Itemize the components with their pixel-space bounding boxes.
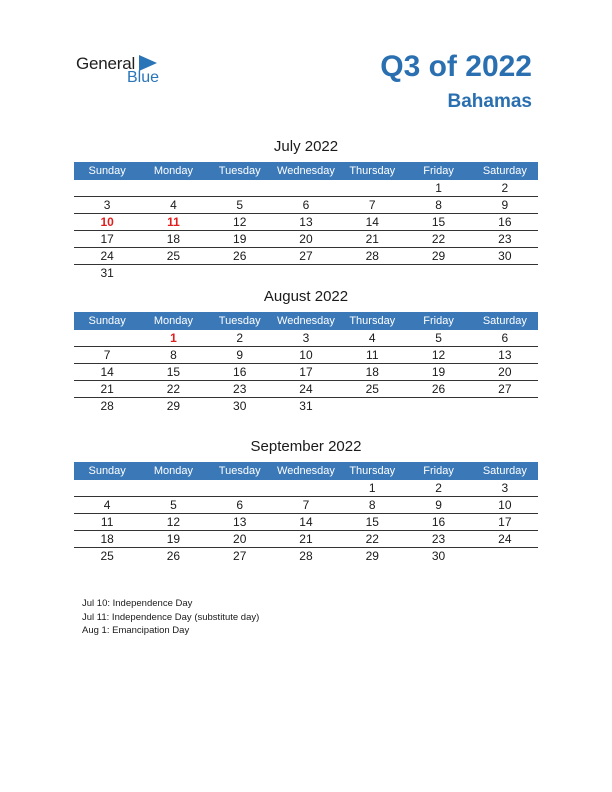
day-cell: 15 — [140, 364, 206, 381]
weekday-header: Saturday — [472, 462, 538, 480]
day-cell: 24 — [74, 248, 140, 265]
day-cell: 27 — [233, 549, 247, 563]
week-row — [74, 381, 538, 398]
day-cell: 9 — [405, 497, 471, 514]
weekday-header: Monday — [140, 312, 206, 330]
day-cell: 14 — [273, 514, 339, 531]
weekday-header: Friday — [405, 312, 471, 330]
day-cell: 28 — [100, 399, 114, 413]
empty-day-cell — [273, 180, 339, 197]
weekday-header: Monday — [140, 462, 206, 480]
day-cell: 4 — [339, 330, 405, 347]
weekday-header: Sunday — [74, 312, 140, 330]
day-cell: 9 — [472, 197, 538, 214]
weekday-header: Tuesday — [207, 462, 273, 480]
week-row — [74, 214, 538, 231]
day-cell: 13 — [472, 347, 538, 364]
day-cell: 1 — [339, 480, 405, 497]
day-cell: 7 — [273, 497, 339, 514]
week-row — [74, 398, 538, 415]
day-cell: 14 — [74, 364, 140, 381]
holiday-note: Aug 1: Emancipation Day — [82, 625, 190, 636]
day-cell: 22 — [339, 531, 405, 548]
day-cell: 1 — [405, 180, 471, 197]
day-cell: 18 — [339, 364, 405, 381]
calendar-table — [74, 462, 538, 564]
day-cell: 21 — [273, 531, 339, 548]
empty-day-cell — [74, 180, 140, 197]
day-cell: 25 — [140, 248, 206, 265]
empty-day-cell — [339, 180, 405, 197]
day-cell: 9 — [207, 347, 273, 364]
day-cell: 8 — [339, 497, 405, 514]
day-cell: 14 — [339, 214, 405, 231]
country-title: Bahamas — [447, 91, 532, 112]
day-cell: 29 — [405, 248, 471, 265]
month-july — [74, 138, 538, 281]
month-august — [74, 288, 538, 414]
day-cell: 24 — [273, 381, 339, 398]
day-cell: 25 — [100, 549, 114, 563]
day-cell: 2 — [405, 480, 471, 497]
day-cell: 15 — [405, 214, 471, 231]
day-cell: 4 — [140, 197, 206, 214]
weekday-header: Sunday — [74, 462, 140, 480]
holiday-note: Jul 10: Independence Day — [82, 598, 193, 609]
weekday-header: Tuesday — [207, 162, 273, 180]
empty-day-cell — [207, 480, 273, 497]
day-cell: 18 — [74, 531, 140, 548]
day-cell: 16 — [405, 514, 471, 531]
day-cell: 3 — [273, 330, 339, 347]
month-title: July 2022 — [273, 138, 339, 155]
day-cell: 16 — [207, 364, 273, 381]
day-cell: 20 — [207, 531, 273, 548]
empty-day-cell — [207, 180, 273, 197]
day-cell: 5 — [207, 197, 273, 214]
day-cell: 7 — [74, 347, 140, 364]
week-row — [74, 265, 538, 282]
day-cell: 20 — [472, 364, 538, 381]
week-row — [74, 231, 538, 248]
empty-day-cell — [339, 398, 405, 415]
logo-text-general: General — [76, 54, 136, 73]
day-cell: 26 — [207, 248, 273, 265]
day-cell: 27 — [472, 381, 538, 398]
day-cell: 28 — [339, 248, 405, 265]
day-cell: 19 — [405, 364, 471, 381]
calendar-table — [74, 162, 538, 281]
day-cell: 23 — [405, 531, 471, 548]
day-cell: 29 — [166, 399, 181, 413]
week-row — [74, 330, 538, 347]
weekday-header: Wednesday — [273, 462, 339, 480]
weekday-header-row — [74, 312, 538, 330]
weekday-header: Tuesday — [207, 312, 273, 330]
day-cell: 13 — [273, 214, 339, 231]
empty-day-cell — [339, 265, 405, 282]
month-title: September 2022 — [250, 438, 362, 455]
day-cell: 30 — [233, 399, 247, 413]
day-cell: 25 — [339, 381, 405, 398]
day-cell: 22 — [405, 231, 471, 248]
empty-day-cell — [140, 180, 206, 197]
holiday-day-cell: 1 — [140, 330, 206, 347]
day-cell: 4 — [74, 497, 140, 514]
week-row — [74, 514, 538, 531]
logo — [76, 52, 176, 92]
day-cell: 31 — [100, 266, 114, 280]
empty-day-cell — [74, 330, 140, 347]
month-september — [74, 438, 538, 564]
empty-day-cell — [405, 265, 471, 282]
day-cell: 2 — [207, 330, 273, 347]
empty-day-cell — [140, 265, 206, 282]
day-cell: 19 — [140, 531, 206, 548]
holiday-day-cell: 11 — [140, 214, 206, 231]
day-cell: 20 — [273, 231, 339, 248]
day-cell: 31 — [299, 399, 313, 413]
day-cell: 10 — [273, 347, 339, 364]
empty-day-cell — [273, 480, 339, 497]
day-cell: 22 — [140, 381, 206, 398]
day-cell: 29 — [365, 549, 379, 563]
day-cell: 12 — [405, 347, 471, 364]
week-row — [74, 347, 538, 364]
day-cell: 18 — [140, 231, 206, 248]
day-cell: 23 — [472, 231, 538, 248]
weekday-header: Saturday — [472, 312, 538, 330]
week-row — [74, 248, 538, 265]
weekday-header: Wednesday — [273, 162, 339, 180]
day-cell: 11 — [339, 347, 405, 364]
empty-day-cell — [74, 480, 140, 497]
day-cell: 7 — [339, 197, 405, 214]
day-cell: 3 — [74, 197, 140, 214]
calendar-table — [74, 312, 538, 414]
day-cell: 16 — [472, 214, 538, 231]
day-cell: 23 — [207, 381, 273, 398]
weekday-header: Wednesday — [273, 312, 339, 330]
day-cell: 28 — [299, 549, 313, 563]
day-cell: 17 — [74, 231, 140, 248]
day-cell: 21 — [339, 231, 405, 248]
week-row — [74, 364, 538, 381]
empty-day-cell — [472, 548, 538, 565]
empty-day-cell — [140, 480, 206, 497]
week-row — [74, 531, 538, 548]
weekday-header: Saturday — [472, 162, 538, 180]
empty-day-cell — [472, 265, 538, 282]
day-cell: 27 — [273, 248, 339, 265]
week-row — [74, 497, 538, 514]
day-cell: 21 — [74, 381, 140, 398]
weekday-header: Friday — [405, 162, 471, 180]
holiday-note: Jul 11: Independence Day (substitute day) — [82, 611, 260, 623]
day-cell: 6 — [207, 497, 273, 514]
weekday-header-row — [74, 462, 538, 480]
day-cell: 10 — [472, 497, 538, 514]
week-row — [74, 180, 538, 197]
day-cell: 24 — [472, 531, 538, 548]
day-cell: 26 — [405, 381, 471, 398]
day-cell: 30 — [472, 248, 538, 265]
quarter-title: Q3 of 2022 — [380, 50, 532, 83]
day-cell: 26 — [166, 549, 181, 563]
day-cell: 5 — [405, 330, 471, 347]
day-cell: 8 — [140, 347, 206, 364]
week-row — [74, 197, 538, 214]
weekday-header-row — [74, 162, 538, 180]
empty-day-cell — [472, 398, 538, 415]
month-title: August 2022 — [263, 288, 349, 305]
day-cell: 5 — [140, 497, 206, 514]
empty-day-cell — [273, 265, 339, 282]
day-cell: 17 — [273, 364, 339, 381]
empty-day-cell — [405, 398, 471, 415]
holiday-day-cell: 10 — [74, 214, 140, 231]
day-cell: 19 — [207, 231, 273, 248]
week-row — [74, 548, 538, 565]
weekday-header: Sunday — [74, 162, 140, 180]
day-cell: 15 — [339, 514, 405, 531]
day-cell: 12 — [207, 214, 273, 231]
day-cell: 8 — [405, 197, 471, 214]
day-cell: 2 — [472, 180, 538, 197]
logo-text-blue: Blue — [127, 69, 160, 86]
weekday-header: Friday — [405, 462, 471, 480]
day-cell: 6 — [472, 330, 538, 347]
weekday-header: Monday — [140, 162, 206, 180]
day-cell: 30 — [431, 549, 446, 563]
day-cell: 12 — [140, 514, 206, 531]
day-cell: 6 — [273, 197, 339, 214]
weekday-header: Thursday — [339, 162, 405, 180]
day-cell: 13 — [207, 514, 273, 531]
weekday-header: Thursday — [339, 462, 405, 480]
weekday-header: Thursday — [339, 312, 405, 330]
day-cell: 3 — [472, 480, 538, 497]
week-row — [74, 480, 538, 497]
day-cell: 11 — [74, 514, 140, 531]
day-cell: 17 — [472, 514, 538, 531]
empty-day-cell — [207, 265, 273, 282]
holiday-notes — [82, 597, 259, 638]
